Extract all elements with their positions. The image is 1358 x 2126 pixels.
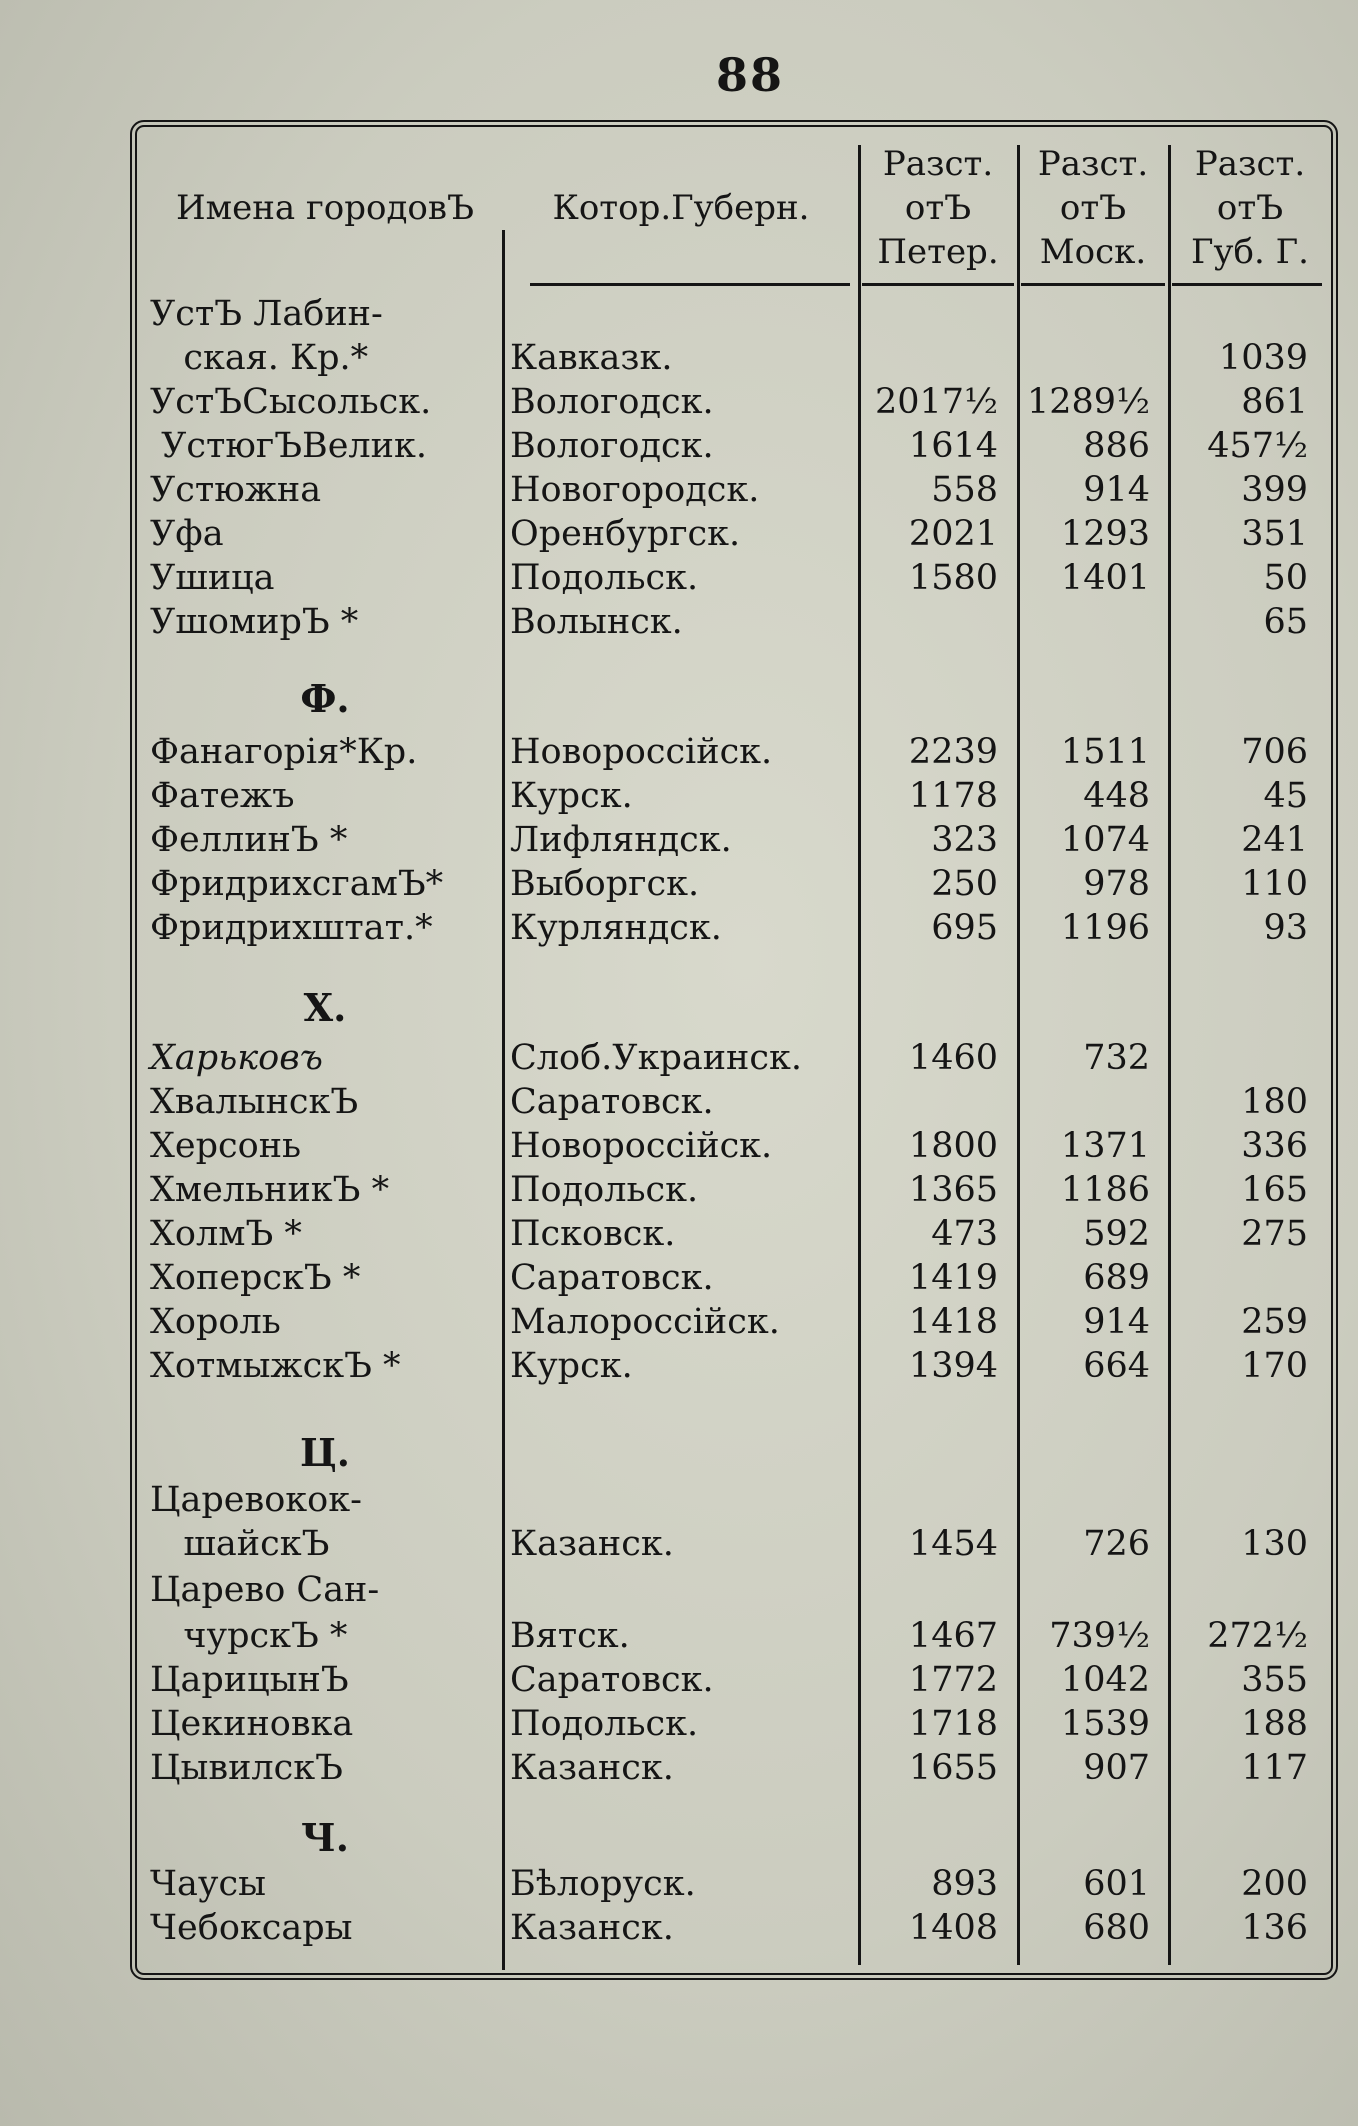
dist-moscow: 689 [1083,1258,1150,1298]
province: Казанск. [510,1748,674,1788]
dist-petersburg: 1800 [908,1126,998,1166]
header-rule [862,283,1014,286]
table-row [0,380,1358,424]
dist-gub-town: 65 [1263,602,1308,642]
province: Оренбургск. [510,514,741,554]
province: Волынск. [510,602,683,642]
dist-moscow: 664 [1083,1346,1150,1386]
city-name: ХотмыжскЪ * [150,1346,401,1386]
city-name: УшомирЪ * [150,602,359,642]
dist-gub-town: 241 [1241,820,1308,860]
city-name: ЦывилскЪ [150,1748,343,1788]
dist-moscow: 907 [1083,1748,1150,1788]
city-name: УстЪСысольск. [150,382,432,422]
city-name: ХоперскЪ * [150,1258,361,1298]
city-name: ХвалынскЪ [150,1082,359,1122]
header-gb [1170,142,1330,274]
table-row [0,1212,1358,1256]
table-row [0,512,1358,556]
table-row [0,1702,1358,1746]
dist-gub-town: 110 [1241,864,1308,904]
table-row [0,818,1358,862]
dist-petersburg: 2021 [908,514,998,554]
header-mos-line: Моск. [1039,232,1147,272]
dist-petersburg: 1718 [908,1704,998,1744]
province: Новогородск. [510,470,760,510]
city-name: Чаусы [150,1864,266,1904]
table-row [0,774,1358,818]
dist-petersburg: 2017½ [875,382,998,422]
province: Казанск. [510,1908,674,1948]
header-name: Имена городовЪ [175,188,475,228]
dist-moscow: 732 [1083,1038,1150,1078]
province: Малороссійск. [510,1302,780,1342]
table-row [0,1658,1358,1702]
dist-petersburg: 1418 [908,1302,998,1342]
city-name: Царево Сан- [150,1570,380,1610]
dist-petersburg: 695 [931,908,998,948]
dist-moscow: 726 [1083,1524,1150,1564]
dist-gub-town: 200 [1241,1864,1308,1904]
dist-gub-town: 130 [1241,1524,1308,1564]
city-name: Херсонь [150,1126,302,1166]
city-name: УстЪ Лабин- [150,294,383,334]
header-pet-line: Разст. [882,144,994,184]
city-name: Фанагорія*Кр. [150,732,418,772]
province: Вятск. [510,1616,630,1656]
province: Саратовск. [510,1258,714,1298]
dist-petersburg: 1365 [908,1170,998,1210]
city-name: шайскЪ [150,1524,330,1564]
dist-moscow: 1196 [1060,908,1150,948]
dist-gub-town: 170 [1241,1346,1308,1386]
table-row [0,862,1358,906]
table-row [0,906,1358,950]
dist-petersburg: 558 [931,470,998,510]
header-mos-line: отЪ [1059,188,1127,228]
dist-gub-town: 259 [1241,1302,1308,1342]
city-name: Фатежъ [150,776,295,816]
dist-gub-town: 136 [1241,1908,1308,1948]
city-name: ЦарицынЪ [150,1660,349,1700]
table-row [0,1568,1358,1612]
city-name: ФридрихсгамЪ* [150,864,444,904]
province: Вологодск. [510,426,714,466]
province: Бѣлоруск. [510,1864,696,1904]
dist-gub-town: 93 [1263,908,1308,948]
province: Курск. [510,776,633,816]
header-mos-line: Разст. [1037,144,1149,184]
province: Лифляндск. [510,820,732,860]
dist-moscow: 739½ [1049,1616,1150,1656]
table-row [0,1522,1358,1566]
table-row [0,1036,1358,1080]
province: Новороссійск. [510,732,773,772]
city-name: УстюгЪВелик. [150,426,427,466]
dist-gub-town: 399 [1241,470,1308,510]
table-row [0,1906,1358,1950]
dist-moscow: 1186 [1060,1170,1150,1210]
city-name: Харьковъ [150,1038,323,1078]
header-gb-line: Губ. Г. [1191,232,1309,272]
header-rule [1021,283,1165,286]
dist-petersburg: 1394 [908,1346,998,1386]
dist-petersburg: 1580 [908,558,998,598]
province: Курск. [510,1346,633,1386]
city-name: Устюжна [150,470,322,510]
city-name: Фридрихштат.* [150,908,433,948]
dist-moscow: 601 [1083,1864,1150,1904]
table-row [0,1168,1358,1212]
table-row [0,1746,1358,1790]
dist-moscow: 914 [1083,1302,1150,1342]
header-mos [1019,142,1167,274]
city-name: Царевокок- [150,1480,362,1520]
dist-moscow: 1289½ [1027,382,1150,422]
dist-petersburg: 1772 [908,1660,998,1700]
province: Подольск. [510,1170,699,1210]
province: Слоб.Украинск. [510,1038,802,1078]
city-name: Чебоксары [150,1908,353,1948]
table-row [0,556,1358,600]
province: Новороссійск. [510,1126,773,1166]
city-name: ХолмЪ * [150,1214,302,1254]
dist-petersburg: 1419 [908,1258,998,1298]
city-name: ХмельникЪ * [150,1170,390,1210]
city-name: Уфа [150,514,224,554]
header-gb-line: отЪ [1216,188,1284,228]
header-pet-line: отЪ [904,188,972,228]
dist-moscow: 592 [1083,1214,1150,1254]
province: Подольск. [510,1704,699,1744]
dist-moscow: 1401 [1060,558,1150,598]
city-name: Хороль [150,1302,281,1342]
table-row [0,1478,1358,1522]
city-name: Цекиновка [150,1704,354,1744]
table-row [0,336,1358,380]
dist-moscow: 978 [1083,864,1150,904]
province: Саратовск. [510,1660,714,1700]
dist-petersburg: 323 [931,820,998,860]
city-name: Ушица [150,558,275,598]
dist-gub-town: 706 [1241,732,1308,772]
province: Вологодск. [510,382,714,422]
dist-gub-town: 351 [1241,514,1308,554]
table-row [0,292,1358,336]
page-number: 88 [715,48,784,102]
table-row [0,468,1358,512]
dist-gub-town: 117 [1241,1748,1308,1788]
dist-moscow: 1511 [1060,732,1150,772]
dist-moscow: 1293 [1060,514,1150,554]
dist-moscow: 1539 [1060,1704,1150,1744]
dist-gub-town: 336 [1241,1126,1308,1166]
province: Кавказк. [510,338,673,378]
dist-moscow: 914 [1083,470,1150,510]
dist-gub-town: 188 [1241,1704,1308,1744]
city-name: чурскЪ * [150,1616,348,1656]
dist-petersburg: 2239 [908,732,998,772]
table-row [0,1080,1358,1124]
section-letter: Ф. [300,676,350,721]
section-letter: Ц. [300,1430,350,1475]
province: Курляндск. [510,908,722,948]
dist-petersburg: 473 [931,1214,998,1254]
dist-gub-town: 275 [1241,1214,1308,1254]
province: Казанск. [510,1524,674,1564]
table-row [0,730,1358,774]
dist-gub-town: 180 [1241,1082,1308,1122]
header-gub: Котор.Губерн. [552,188,810,228]
dist-gub-town: 457½ [1207,426,1308,466]
dist-gub-town: 165 [1241,1170,1308,1210]
dist-petersburg: 1454 [908,1524,998,1564]
section-letter: Х. [303,985,347,1030]
table-row [0,1862,1358,1906]
dist-petersburg: 1408 [908,1908,998,1948]
table-row [0,424,1358,468]
dist-petersburg: 250 [931,864,998,904]
city-name: ская. Кр.* [150,338,369,378]
dist-moscow: 886 [1083,426,1150,466]
dist-moscow: 1042 [1060,1660,1150,1700]
dist-gub-town: 1039 [1218,338,1308,378]
table-row [0,600,1358,644]
section-letter: Ч. [301,1815,349,1860]
table-row [0,1300,1358,1344]
dist-petersburg: 1178 [908,776,998,816]
dist-moscow: 1371 [1060,1126,1150,1166]
province: Выборгск. [510,864,700,904]
header-rule [530,283,850,286]
province: Псковск. [510,1214,676,1254]
table-row [0,1614,1358,1658]
province: Подольск. [510,558,699,598]
table-row [0,1344,1358,1388]
header-pet-line: Петер. [877,232,999,272]
dist-petersburg: 1655 [908,1748,998,1788]
dist-gub-town: 50 [1263,558,1308,598]
dist-gub-town: 272½ [1207,1616,1308,1656]
dist-gub-town: 861 [1241,382,1308,422]
table-row [0,1256,1358,1300]
dist-gub-town: 355 [1241,1660,1308,1700]
dist-petersburg: 1467 [908,1616,998,1656]
dist-moscow: 448 [1083,776,1150,816]
dist-petersburg: 1614 [908,426,998,466]
dist-petersburg: 893 [931,1864,998,1904]
dist-moscow: 1074 [1060,820,1150,860]
province: Саратовск. [510,1082,714,1122]
city-name: ФеллинЪ * [150,820,348,860]
header-pet [860,142,1016,274]
header-rule [1172,283,1322,286]
table-row [0,1124,1358,1168]
dist-petersburg: 1460 [908,1038,998,1078]
dist-moscow: 680 [1083,1908,1150,1948]
dist-gub-town: 45 [1263,776,1308,816]
header-gb-line: Разст. [1194,144,1306,184]
